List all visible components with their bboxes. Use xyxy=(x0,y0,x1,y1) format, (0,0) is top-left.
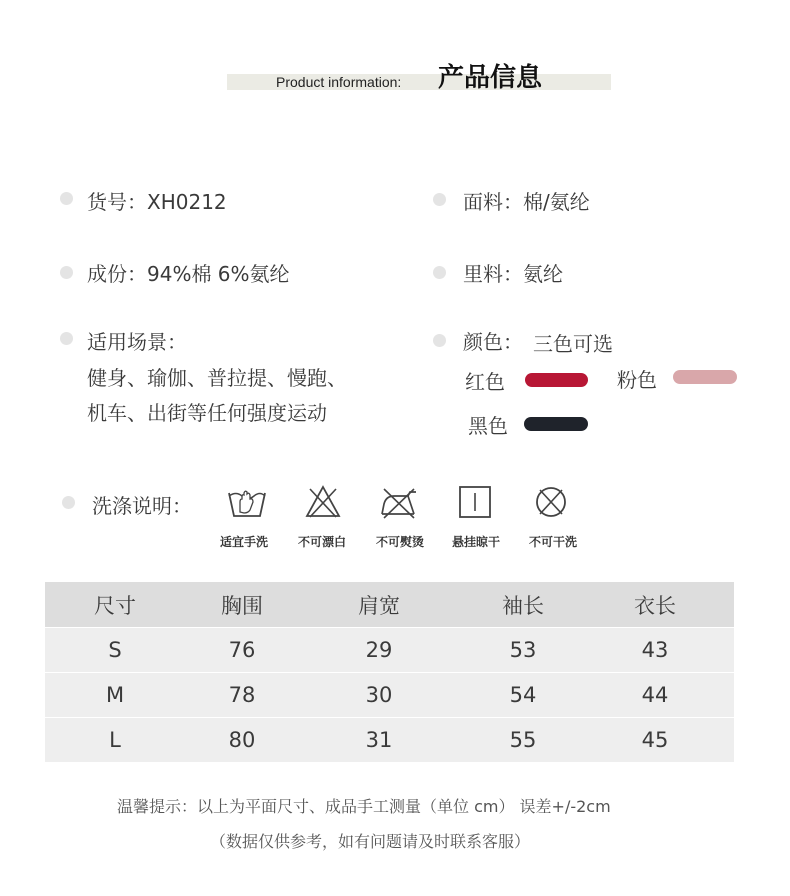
table-cell: 44 xyxy=(641,683,669,707)
usage-line-2: 机车、出街等任何强度运动 xyxy=(87,401,327,425)
color-label: 颜色： xyxy=(463,330,523,354)
bullet-dot xyxy=(60,192,73,205)
no-bleach-icon xyxy=(302,484,344,520)
table-cell: 45 xyxy=(641,728,669,752)
care-item-label: 适宜手洗 xyxy=(219,535,268,549)
composition: 成份：94%棉 6%氨纶 xyxy=(87,262,290,286)
usage-line-1: 健身、瑜伽、普拉提、慢跑、 xyxy=(87,366,347,390)
table-cell: 55 xyxy=(509,728,537,752)
hand-wash-icon xyxy=(226,484,268,520)
table-cell: 76 xyxy=(228,638,256,662)
usage-label: 适用场景： xyxy=(87,330,187,354)
color-name-red: 红色 xyxy=(465,370,505,394)
table-cell: 30 xyxy=(365,683,393,707)
care-item-label: 不可熨烫 xyxy=(375,535,424,549)
header-cell-chest: 胸围 xyxy=(221,593,263,618)
header-cell-sleeve: 袖长 xyxy=(502,593,544,618)
table-cell: L xyxy=(109,728,121,752)
table-cell: 54 xyxy=(509,683,537,707)
lining: 里料：氨纶 xyxy=(463,262,563,286)
header-english-label: Product information: xyxy=(276,74,402,90)
bullet-dot xyxy=(433,334,446,347)
color-name-pink: 粉色 xyxy=(617,368,657,392)
care-label: 洗涤说明： xyxy=(92,494,192,518)
bullet-dot xyxy=(62,496,75,509)
color-swatch-red xyxy=(525,373,588,387)
table-row xyxy=(45,672,734,717)
color-name-black: 黑色 xyxy=(468,414,508,438)
table-cell: S xyxy=(108,638,122,662)
color-swatch-black xyxy=(524,417,588,431)
table-cell: 78 xyxy=(228,683,256,707)
color-value: 三色可选 xyxy=(533,332,613,356)
no-iron-icon xyxy=(378,484,420,520)
table-cell: 29 xyxy=(365,638,393,662)
hang-dry-icon xyxy=(454,484,496,520)
header-cell-size: 尺寸 xyxy=(94,593,136,618)
care-item-label: 不可干洗 xyxy=(528,535,577,549)
care-item-label: 悬挂晾干 xyxy=(451,535,500,549)
bullet-dot xyxy=(60,332,73,345)
bullet-dot xyxy=(433,193,446,206)
table-cell: 80 xyxy=(228,728,256,752)
color-swatch-pink xyxy=(673,370,737,384)
care-item-label: 不可漂白 xyxy=(297,535,346,549)
table-cell: 43 xyxy=(641,638,669,662)
size-table xyxy=(45,582,734,762)
no-dry-clean-icon xyxy=(530,484,572,520)
note-line-2: （数据仅供参考，如有问题请及时联系客服） xyxy=(210,832,531,851)
table-cell: M xyxy=(105,683,125,707)
table-row xyxy=(45,627,734,672)
header-cell-shoulder: 肩宽 xyxy=(358,593,400,618)
header-cell-length: 衣长 xyxy=(634,593,676,618)
table-cell: 53 xyxy=(509,638,537,662)
item-number: 货号：XH0212 xyxy=(87,190,227,214)
table-row xyxy=(45,717,734,762)
header-title: 产品信息 xyxy=(438,63,543,93)
fabric: 面料：棉/氨纶 xyxy=(463,190,590,214)
table-cell: 31 xyxy=(365,728,393,752)
table-header xyxy=(45,582,734,627)
bullet-dot xyxy=(433,266,446,279)
bullet-dot xyxy=(60,266,73,279)
note-line-1: 温馨提示：以上为平面尺寸、成品手工测量（单位 cm） 误差+/-2cm xyxy=(117,797,611,816)
